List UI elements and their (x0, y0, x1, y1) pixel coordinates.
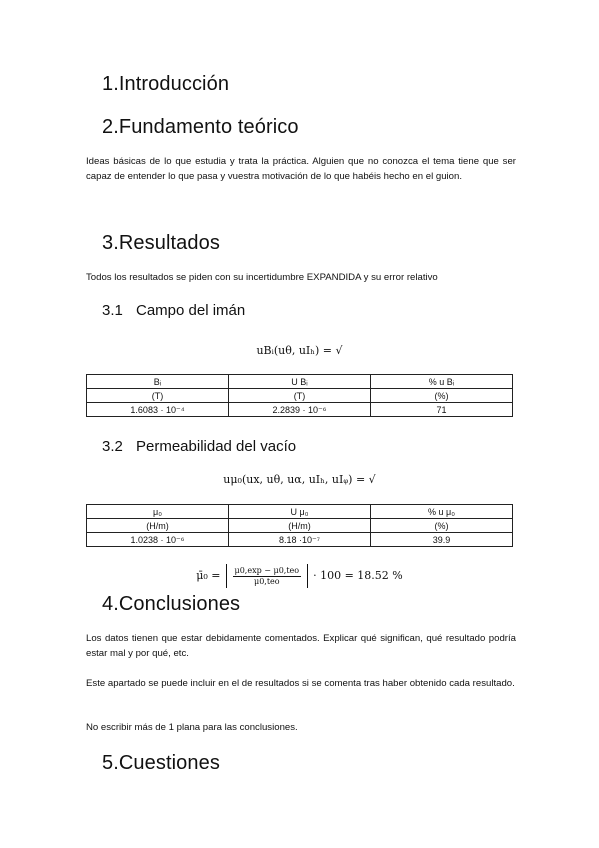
fraction-numerator: μ0,exp − μ0,teo (234, 565, 300, 575)
table-row (87, 403, 513, 417)
table-cell: % u Bᵢ (371, 375, 513, 389)
subheading-permeabilidad (102, 438, 296, 455)
table-cell: 71 (371, 403, 513, 417)
table-header-row (87, 375, 513, 389)
table-cell: 1.0238 · 10⁻⁶ (87, 533, 229, 547)
table-cell: (%) (371, 389, 513, 403)
table-cell: 1.6083 · 10⁻⁴ (87, 403, 229, 417)
table-cell: μ₀ (87, 505, 229, 519)
equation-fraction (233, 566, 302, 587)
table-cell: (T) (229, 389, 371, 403)
equation-lhs: μ̄₀ = (196, 569, 221, 582)
paragraph-conclusiones-3: No escribir más de 1 plana para las conclusiones. (86, 722, 298, 733)
table-cell: 8.18 ·10⁻⁷ (229, 533, 371, 547)
heading-introduccion (102, 73, 229, 96)
paragraph-conclusiones-1: Los datos tienen que estar debidamente comentados. Explicar qué significan, qué resultado podría estar mal y por qué, etc. (86, 633, 516, 659)
fraction-denominator: μ0,teo (254, 576, 280, 586)
table-cell: Bᵢ (87, 375, 229, 389)
heading-number: 3. (102, 232, 119, 254)
table-cell: % u μ₀ (371, 505, 513, 519)
table-cell: (H/m) (87, 519, 229, 533)
subheading-number: 3.2 (102, 438, 123, 455)
table-cell: U μ₀ (229, 505, 371, 519)
equation-uncertainty-b: uBᵢ(uθ, uIₕ) = √ (256, 344, 343, 357)
table-units-row (87, 389, 513, 403)
table-header-row (87, 505, 513, 519)
heading-number: 1. (102, 73, 119, 95)
table-cell: U Bᵢ (229, 375, 371, 389)
table-cell: (%) (371, 519, 513, 533)
table-cell: 2.2839 · 10⁻⁶ (229, 403, 371, 417)
heading-text: Fundamento teórico (118, 116, 299, 138)
table-cell: (T) (87, 389, 229, 403)
heading-text: Introducción (118, 73, 230, 95)
paragraph-resultados: Todos los resultados se piden con su incertidumbre EXPANDIDA y su error relativo (86, 272, 438, 283)
table-permeabilidad (86, 504, 513, 547)
heading-fundamento (102, 116, 299, 139)
heading-cuestiones (102, 752, 220, 775)
heading-number: 2. (102, 116, 119, 138)
heading-conclusiones (102, 593, 240, 616)
heading-number: 5. (102, 752, 119, 774)
subheading-text: Permeabilidad del vacío (136, 438, 297, 455)
table-campo-iman (86, 374, 513, 417)
abs-bar-left (226, 564, 227, 588)
table-row (87, 533, 513, 547)
heading-text: Cuestiones (118, 752, 220, 774)
table-cell: 39.9 (371, 533, 513, 547)
equation-uncertainty-mu: uμ₀(ux, uθ, uα, uIₕ, uIᵩ) = √ (223, 473, 376, 486)
paragraph-conclusiones-2: Este apartado se puede incluir en el de resultados si se comenta tras haber obtenido cada resultado. (86, 678, 515, 689)
subheading-campo-iman (102, 302, 245, 319)
paragraph-fundamento: Ideas básicas de lo que estudia y trata la práctica. Alguien que no conozca el tema tiene que ser capaz de entender lo que pasa y vuestra motivación de lo que habéis hecho en el guion. (86, 156, 516, 182)
equation-relative-error (86, 563, 513, 589)
heading-resultados (102, 232, 220, 255)
table-units-row (87, 519, 513, 533)
table-cell: (H/m) (229, 519, 371, 533)
subheading-text: Campo del imán (136, 302, 246, 319)
heading-number: 4. (102, 593, 119, 615)
subheading-number: 3.1 (102, 302, 123, 319)
abs-bar-right (307, 564, 308, 588)
heading-text: Conclusiones (118, 593, 241, 615)
heading-text: Resultados (118, 232, 220, 254)
equation-rhs: · 100 = 18.52 % (313, 569, 403, 582)
